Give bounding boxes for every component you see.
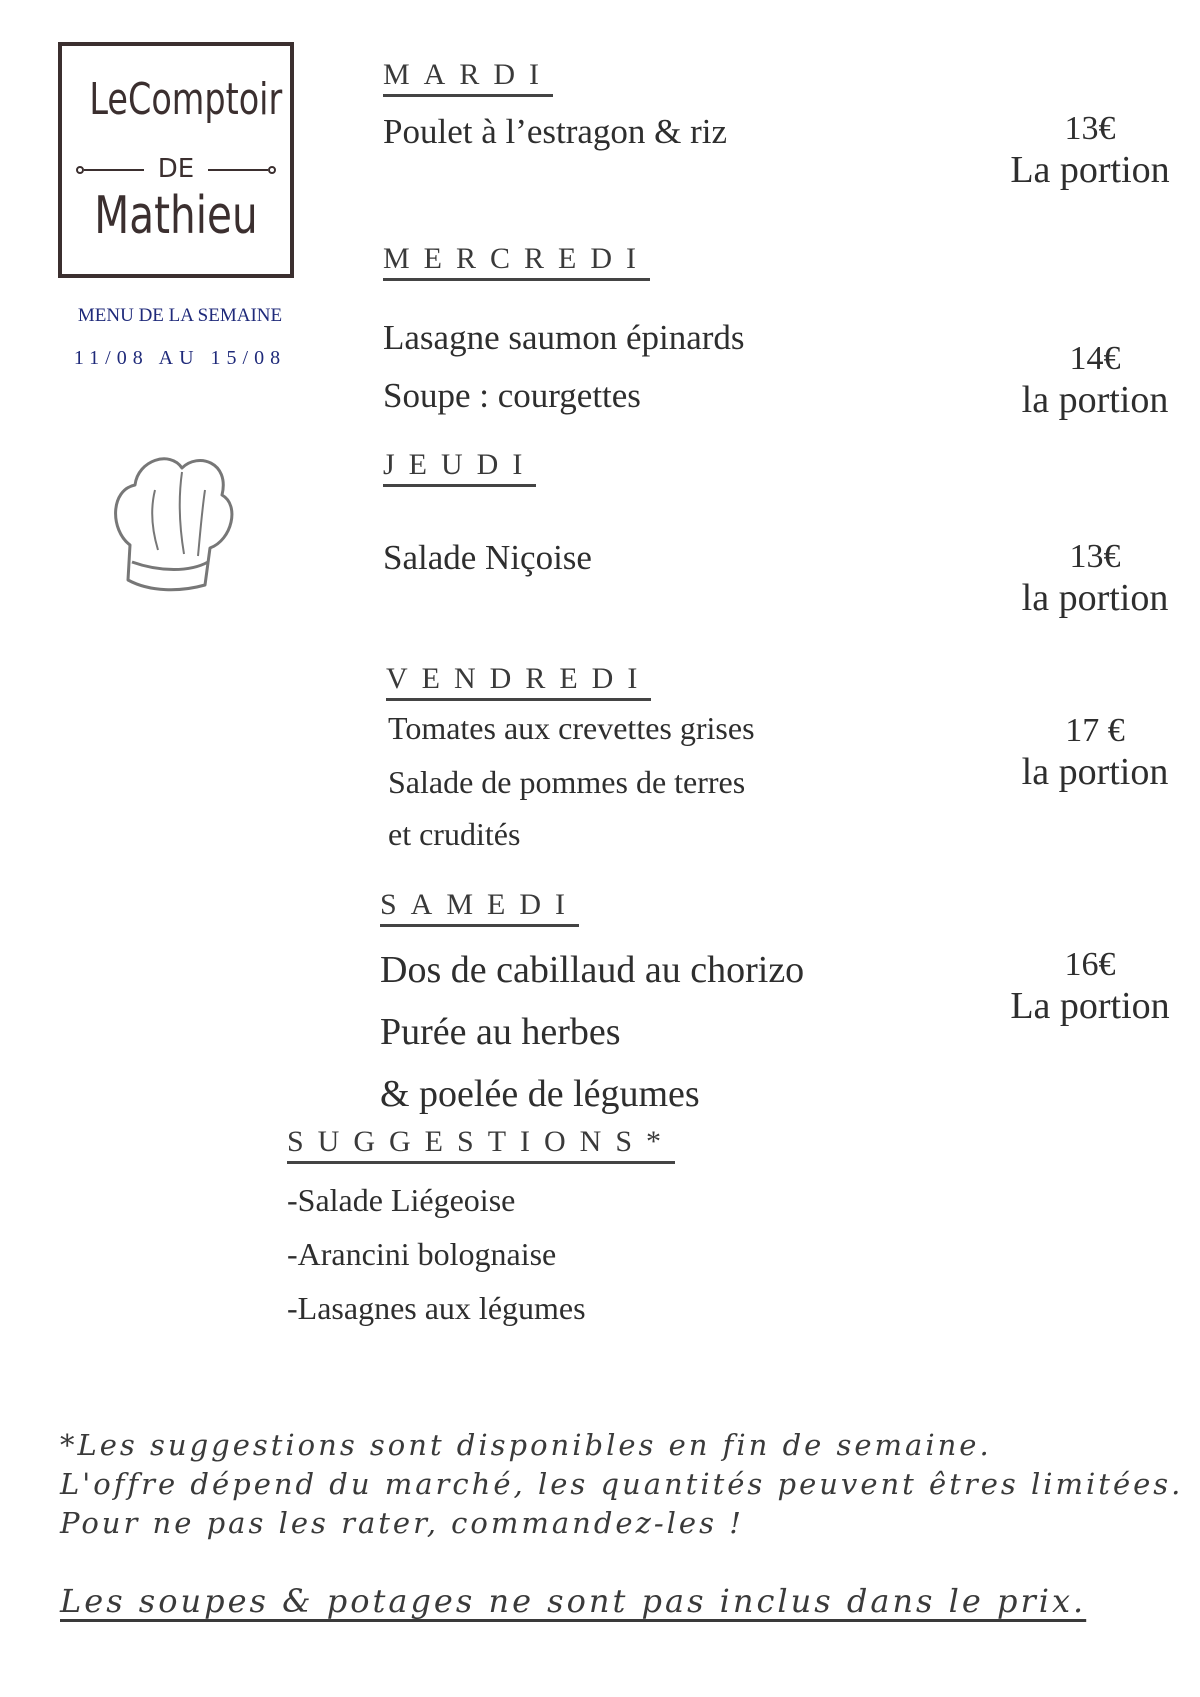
price-unit: la portion [1021,577,1169,619]
price-amount: 13€ [1069,538,1121,575]
price-mercredi [985,340,1200,422]
dish-samedi-3: & poelée de légumes [380,1073,700,1115]
chef-hat-icon [110,450,240,599]
note-line-2: L'offre dépend du marché, les quantités peuvent êtres limitées. [60,1467,1184,1501]
logo-line-3: Mathieu [94,186,258,246]
price-amount: 16€ [1064,946,1116,983]
day-heading-jeudi: JEUDI [383,448,536,487]
day-heading-mardi: MARDI [383,58,553,97]
suggestion-item: -Lasagnes aux légumes [287,1290,586,1326]
dish-mercredi-2: Soupe : courgettes [383,376,641,415]
dish-vendredi-2: Salade de pommes de terres [388,764,746,800]
suggestion-item: -Salade Liégeoise [287,1182,516,1218]
dish-samedi-1: Dos de cabillaud au chorizo [380,949,805,991]
day-heading-mercredi: MERCREDI [383,242,650,281]
suggestions-heading: SUGGESTIONS* [287,1125,675,1164]
week-dates: 11/08 AU 15/08 [73,347,287,369]
price-amount: 14€ [1069,340,1121,377]
dish-mercredi-1: Lasagne saumon épinards [383,318,745,357]
day-heading-vendredi: VENDREDI [386,662,651,701]
dish-jeudi-1: Salade Niçoise [383,538,592,577]
note-line-1: *Les suggestions sont disponibles en fin de semaine. [60,1428,992,1462]
price-unit: la portion [1021,751,1169,793]
price-amount: 17 € [1065,712,1125,749]
dish-vendredi-3: et crudités [388,816,521,852]
day-heading-samedi: SAMEDI [380,888,579,927]
dish-vendredi-1: Tomates aux crevettes grises [388,710,755,746]
price-unit: la portion [1021,379,1169,421]
menu-title: MENU DE LA SEMAINE [77,305,283,326]
dish-mardi-1: Poulet à l’estragon & riz [383,112,728,151]
price-jeudi [985,538,1200,620]
note-prices-exclusion: Les soupes & potages ne sont pas inclus dans le prix. [60,1582,1087,1620]
price-unit: La portion [1010,985,1170,1027]
price-vendredi [985,712,1200,794]
note-line-3: Pour ne pas les rater, commandez-les ! [60,1506,744,1540]
dish-samedi-2: Purée au herbes [380,1011,621,1053]
suggestion-item: -Arancini bolognaise [287,1236,557,1272]
logo-line-2: DE [157,154,195,184]
price-unit: La portion [1010,149,1170,191]
price-amount: 13€ [1064,110,1116,147]
price-mardi [980,110,1200,192]
restaurant-logo [58,42,294,278]
logo-line-1: LeComptoir [89,74,283,125]
price-samedi [980,946,1200,1028]
